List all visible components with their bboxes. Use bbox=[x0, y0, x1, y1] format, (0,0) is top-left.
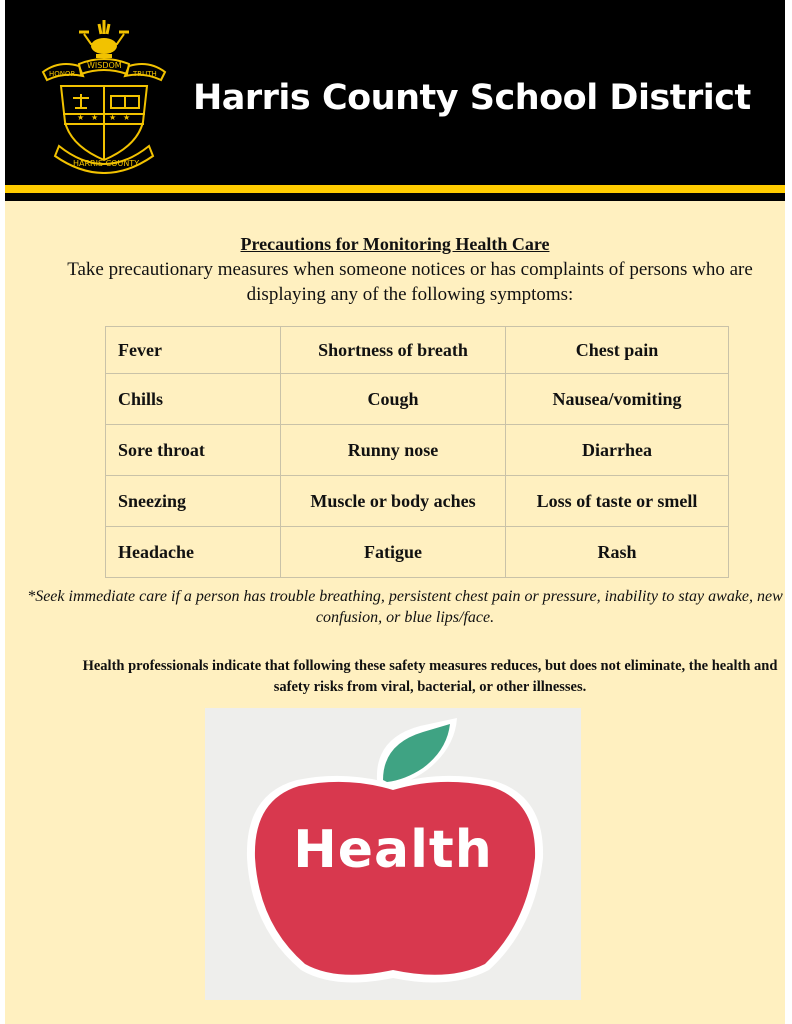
table-cell: Chills bbox=[106, 374, 281, 425]
school-crest-icon bbox=[39, 14, 169, 174]
header-stripe bbox=[5, 185, 785, 193]
district-title: Harris County School District bbox=[193, 78, 751, 118]
table-cell: Fever bbox=[106, 327, 281, 374]
emergency-warning: *Seek immediate care if a person has trouble breathing, persistent chest pain or pressure, inability to stay awake, new confusion, or blue lips/face. bbox=[27, 588, 783, 626]
table-row bbox=[106, 527, 729, 578]
table-cell: Headache bbox=[106, 527, 281, 578]
svg-text:★: ★ bbox=[91, 113, 99, 122]
svg-text:★: ★ bbox=[109, 113, 117, 122]
table-cell: Nausea/vomiting bbox=[506, 374, 729, 425]
health-apple-image bbox=[205, 708, 581, 1000]
svg-text:TRUTH: TRUTH bbox=[133, 70, 157, 78]
section-title: Precautions for Monitoring Health Care bbox=[240, 234, 550, 254]
symptoms-table bbox=[105, 326, 729, 578]
svg-text:HARRIS COUNTY: HARRIS COUNTY bbox=[73, 159, 140, 168]
table-cell: Runny nose bbox=[281, 425, 506, 476]
table-row bbox=[106, 327, 729, 374]
table-cell: Fatigue bbox=[281, 527, 506, 578]
table-cell: Diarrhea bbox=[506, 425, 729, 476]
table-cell: Rash bbox=[506, 527, 729, 578]
intro-text: Take precautionary measures when someone notices or has complaints of persons who are displaying any of the following symptoms: bbox=[67, 259, 753, 305]
health-professionals-note: Health professionals indicate that following these safety measures reduces, but does not eliminate, the health and safety risks from viral, bacterial, or other illnesses. bbox=[82, 658, 778, 695]
table-cell: Cough bbox=[281, 374, 506, 425]
svg-text:HONOR: HONOR bbox=[49, 70, 76, 78]
svg-text:★: ★ bbox=[123, 113, 131, 122]
svg-text:★: ★ bbox=[77, 113, 85, 122]
svg-text:WISDOM: WISDOM bbox=[87, 61, 122, 70]
table-row bbox=[106, 476, 729, 527]
table-row bbox=[106, 425, 729, 476]
table-cell: Muscle or body aches bbox=[281, 476, 506, 527]
table-cell: Loss of taste or smell bbox=[506, 476, 729, 527]
table-cell: Sneezing bbox=[106, 476, 281, 527]
table-cell: Sore throat bbox=[106, 425, 281, 476]
table-row bbox=[106, 374, 729, 425]
table-cell: Shortness of breath bbox=[281, 327, 506, 374]
document-page bbox=[5, 0, 785, 1024]
table-cell: Chest pain bbox=[506, 327, 729, 374]
health-label: Health bbox=[293, 820, 493, 880]
district-header bbox=[5, 0, 785, 201]
